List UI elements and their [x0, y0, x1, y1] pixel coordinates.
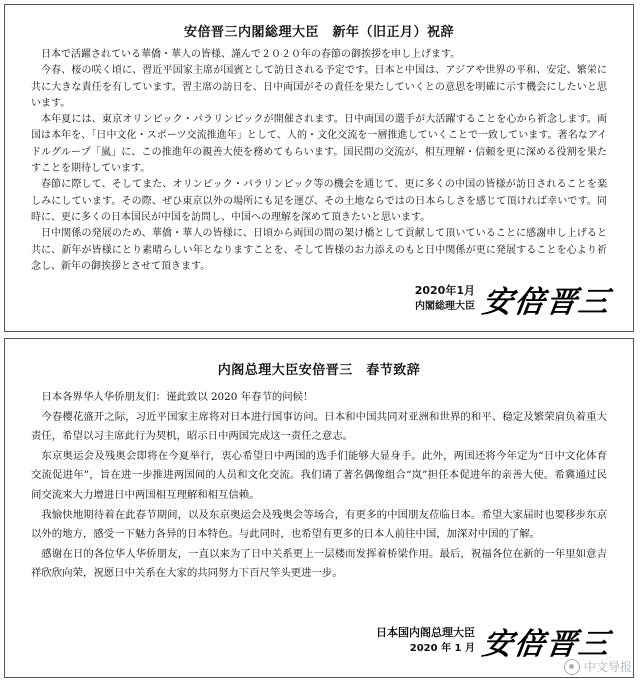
japanese-office: 内閣総理大臣	[415, 301, 475, 312]
japanese-signature-text	[415, 283, 475, 315]
japanese-paragraph: 本年夏には、東京オリンピック・パラリンピックが開催されます。日中両国の選手が大活躍することを心から祈念します。両国は本年を、「日中文化・スポーツ交流推進年」として、人的・文化交流を一層推進していくことで一致しています。著名なアイドルグループ「嵐」に、この推進年の親善大使を務めてもらいます。国民間の交流が、相互理解・信頼を更に深める役割を果たすことを期待しています。	[31, 114, 607, 175]
chinese-office: 日本国内阁总理大臣	[376, 626, 475, 639]
japanese-body	[5, 47, 633, 275]
chinese-handwritten-signature: 安倍晋三	[480, 627, 613, 662]
wechat-icon	[564, 659, 580, 675]
japanese-paragraph: 日本で活躍されている華僑・華人の皆様、謹んで２０２０年の春節の御挨拶を申し上げます。	[41, 49, 461, 60]
chinese-signature-text	[376, 625, 475, 657]
chinese-paragraph: 我愉快地期待着在此春节期间，以及东京奥运会及残奥会等场合，有更多的中国朋友莅临日本。希望大家届时也要移步东京以外的地方，感受一下魅力各异的日本特色。与此同时，也希望有更多的日本人前往中国，加深对中国的了解。	[31, 508, 607, 541]
chinese-paragraph: 今春樱花盛开之际，习近平国家主席将对日本进行国事访问。日本和中国共同对亚洲和世界的和平、稳定及繁荣肩负着重大责任，希望以习主席此行为契机，昭示日中两国完成这一责任之意志。	[31, 410, 607, 443]
japanese-message-box	[4, 4, 634, 332]
chinese-date: 2020 年 1 月	[409, 643, 475, 654]
chinese-message-box	[4, 338, 634, 678]
japanese-title: 安倍晋三内閣総理大臣 新年（旧正月）祝辞	[183, 25, 454, 40]
japanese-paragraph: 今春、桜の咲く頃に、習近平国家主席が国賓として訪日される予定です。日本と中国は、アジアや世界の平和、安定、繁栄に共に大きな責任を有しています。習主席の訪日を、日中両国がその責任を果たしていくとの意思を明確に示す機会にしたいと思います。	[31, 65, 607, 109]
japanese-paragraph: 日中関係の発展のため、華僑・華人の皆様に、日頃から両国の間の架け橋として貢献して頂いていることに感謝申し上げると共に、新年が皆様にとり素晴らしい年となりますことを、そして皆様のお力添えのもと日中関係が更に発展することを心より祈念し、新年の御挨拶とさせて頂きます。	[31, 228, 607, 272]
chinese-greeting: 日本各界华人华侨朋友们：谨此致以 2020 年春节的问候！	[41, 391, 314, 403]
chinese-paragraph: 东京奥运会及残奥会即将在今夏举行，衷心希望日中两国的选手们能够大显身手。此外，两国还将今年定为“日中文化体育交流促进年”，旨在进一步推进两国间的人员和文化交流。我们请了著名偶像组合“岚”担任本促进年的亲善大使。希冀通过民间交流来大力增进日中两国相互理解和相互信赖。	[31, 449, 607, 501]
chinese-title: 内阁总理大臣安倍晋三 春节致辞	[217, 363, 421, 378]
japanese-date: 2020年1月	[414, 284, 475, 297]
japanese-signature-block	[415, 277, 611, 321]
chinese-paragraph: 感谢在日的各位华人华侨朋友，一直以来为了日中关系更上一层楼而发挥着桥梁作用。最后，祝福各位在新的一年里如意吉祥欣欣向荣，祝愿日中关系在大家的共同努力下百尺竿头更进一步。	[31, 547, 607, 580]
chinese-signature-block	[376, 619, 611, 663]
watermark-text: 中文导报	[583, 660, 632, 674]
japanese-paragraph: 春節に際して、そしてまた、オリンピック・パラリンピック等の機会を通じて、更に多くの中国の皆様が訪日されることを楽しみにしています。その際、ぜひ東京以外の場所にも足を運び、その土地ならではの日本らしさを感じて頂ければ幸いです。同時に、更に多くの日本国民が中国を訪問し、中国への理解を深めて頂きたいと思います。	[31, 179, 607, 223]
japanese-handwritten-signature: 安倍晋三	[480, 285, 613, 320]
chinese-body	[5, 388, 633, 584]
watermark	[564, 658, 632, 675]
